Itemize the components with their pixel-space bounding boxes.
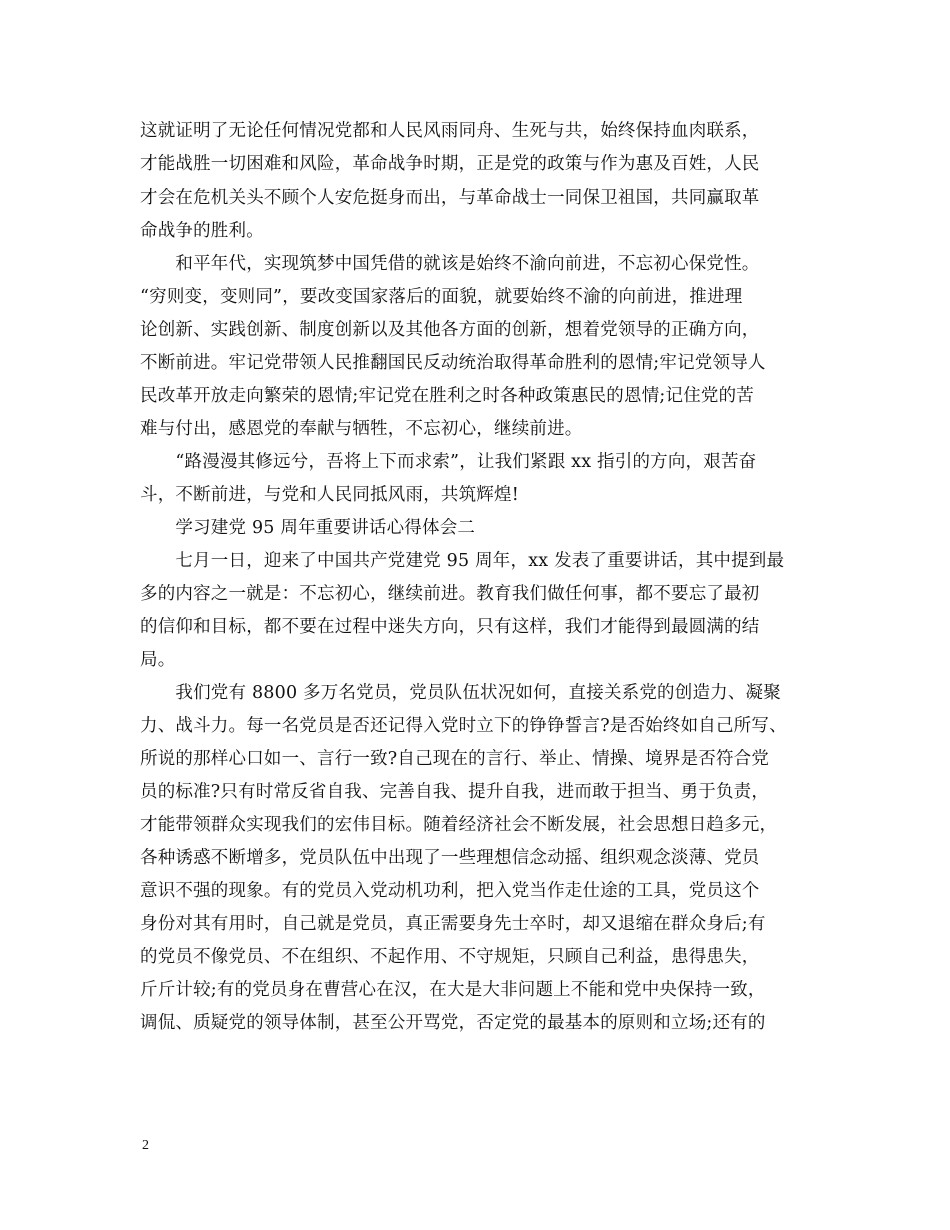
- text-line: 这就证明了无论任何情况党都和人民风雨同舟、生死与共，始终保持血肉联系，: [140, 121, 760, 141]
- text-line: 的信仰和目标，都不要在过程中迷失方向，只有这样，我们才能得到最圆满的结: [140, 617, 760, 637]
- text-line: 七月一日，迎来了中国共产党建党 95 周年，xx 发表了重要讲话，其中提到最: [140, 551, 785, 571]
- text-line: 的党员不像党员、不在组织、不起作用、不守规矩，只顾自己利益，患得患失，: [140, 947, 760, 967]
- text-line: 才会在危机关头不顾个人安危挺身而出，与革命战士一同保卫祖国，共同赢取革: [140, 188, 760, 208]
- text-line: 所说的那样心口如一、言行一致?自己现在的言行、举止、情操、境界是否符合党: [140, 749, 770, 769]
- text-line: 局。: [140, 650, 176, 670]
- text-line: 民改革开放走向繁荣的恩情;牢记党在胜利之时各种政策惠民的恩情;记住党的苦: [140, 386, 754, 406]
- text-line: 身份对其有用时，自己就是党员，真正需要身先士卒时，却又退缩在群众身后;有: [140, 914, 766, 934]
- text-line: 我们党有 8800 多万名党员，党员队伍状况如何，直接关系党的创造力、凝聚: [140, 683, 781, 703]
- text-line: “穷则变，变则同”，要改变国家落后的面貌，就要始终不渝的向前进，推进理: [140, 287, 743, 307]
- text-line: 才能带领群众实现我们的宏伟目标。随着经济社会不断发展，社会思想日趋多元，: [140, 815, 778, 835]
- text-line: 意识不强的现象。有的党员入党动机功利，把入党当作走仕途的工具，党员这个: [140, 881, 760, 901]
- text-line: 命战争的胜利。: [140, 221, 264, 241]
- text-line: 员的标准?只有时常反省自我、完善自我、提升自我，进而敢于担当、勇于负责，: [140, 782, 770, 802]
- text-line: 论创新、实践创新、制度创新以及其他各方面的创新，想着党领导的正确方向，: [140, 320, 760, 340]
- text-line: 力、战斗力。每一名党员是否还记得入党时立下的铮铮誓言?是否始终如自己所写、: [140, 716, 787, 736]
- text-line: 难与付出，感恩党的奉献与牺牲，不忘初心，继续前进。: [140, 419, 583, 439]
- text-line: 才能战胜一切困难和风险，革命战争时期，正是党的政策与作为惠及百姓，人民: [140, 154, 760, 174]
- text-line: “路漫漫其修远兮，吾将上下而求索”，让我们紧跟 xx 指引的方向，艰苦奋: [140, 452, 757, 472]
- section-heading: 学习建党 95 周年重要讲话心得体会二: [140, 518, 476, 538]
- text-line: 不断前进。牢记党带领人民推翻国民反动统治取得革命胜利的恩情;牢记党领导人: [140, 353, 766, 373]
- text-line: 调侃、质疑党的领导体制，甚至公开骂党，否定党的最基本的原则和立场;还有的: [140, 1013, 766, 1033]
- text-line: 和平年代，实现筑梦中国凭借的就该是始终不渝向前进，不忘初心保党性。: [140, 254, 760, 274]
- text-line: 多的内容之一就是：不忘初心，继续前进。教育我们做任何事，都不要忘了最初: [140, 584, 760, 604]
- text-line: 斤斤计较;有的党员身在曹营心在汉，在大是大非问题上不能和党中央保持一致，: [140, 980, 766, 1000]
- page-number: 2: [142, 1138, 149, 1153]
- text-line: 各种诱惑不断增多，党员队伍中出现了一些理想信念动摇、组织观念淡薄、党员: [140, 848, 760, 868]
- text-line: 斗，不断前进，与党和人民同抵风雨，共筑辉煌!: [140, 485, 519, 505]
